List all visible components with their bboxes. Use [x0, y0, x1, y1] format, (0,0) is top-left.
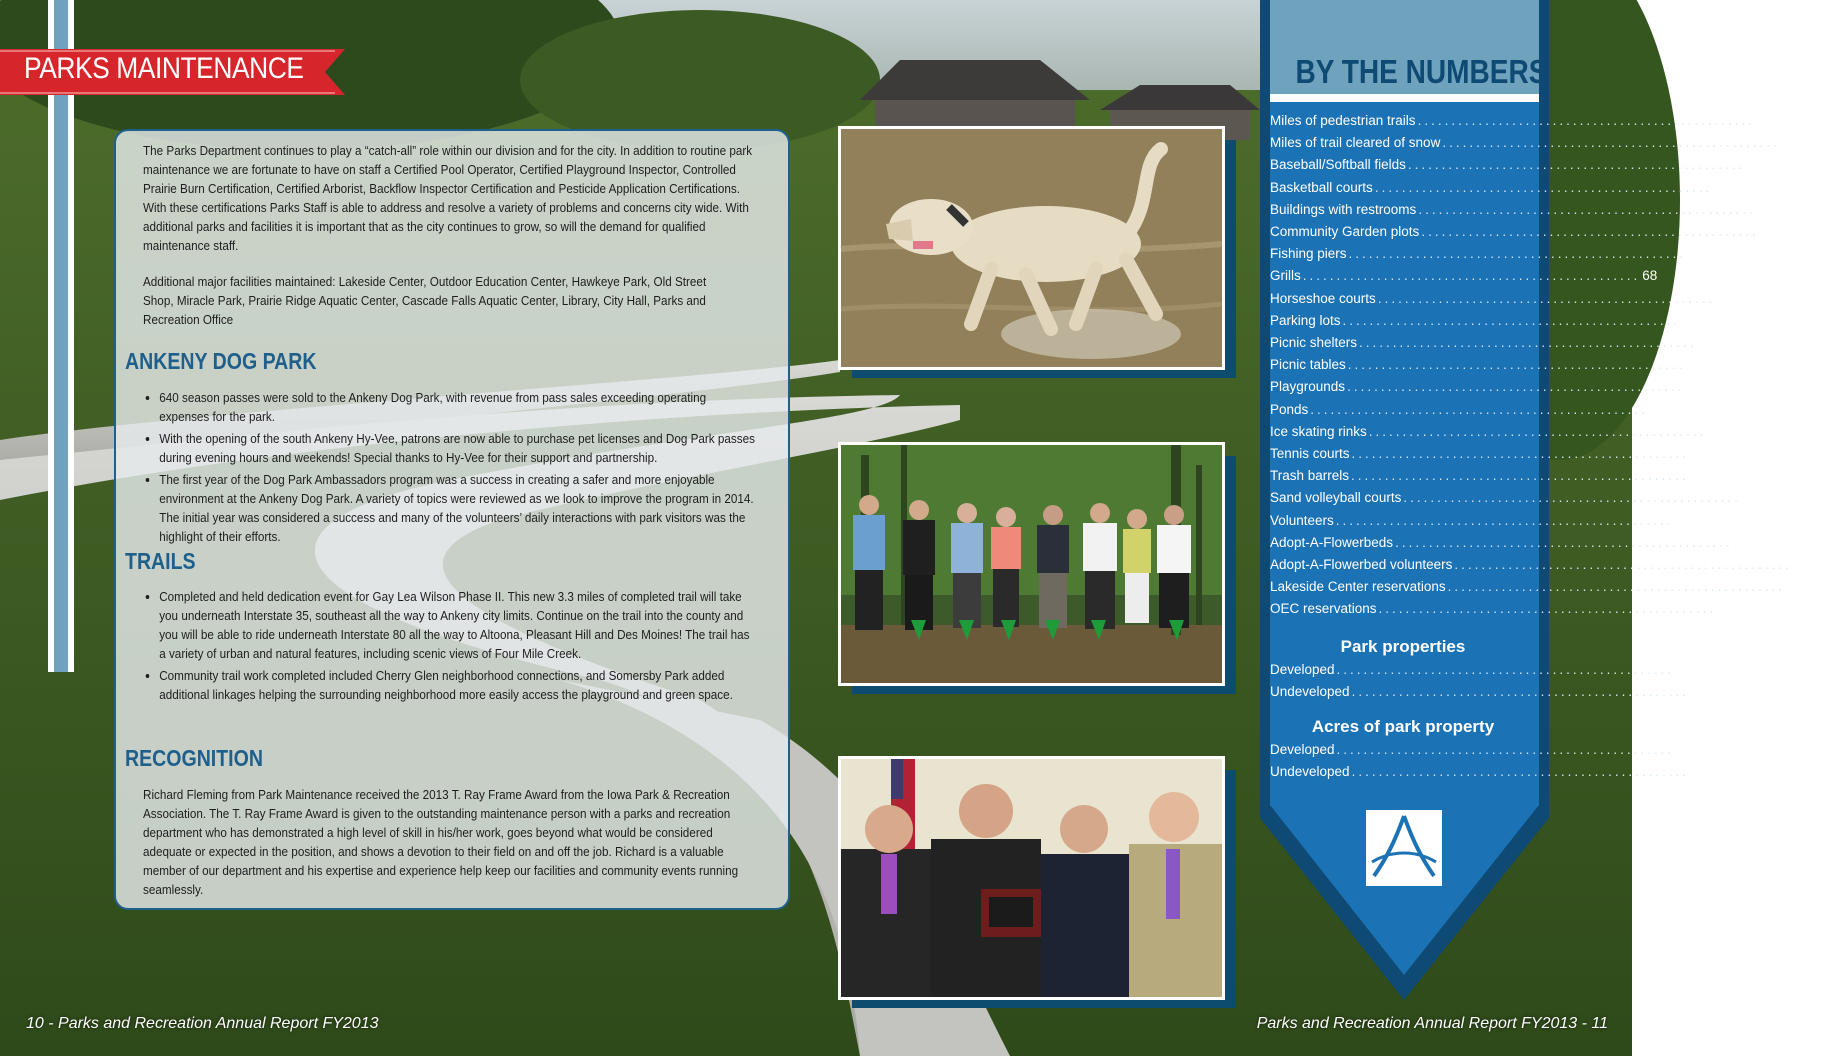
dot-leader: ..................................................: [1447, 579, 1786, 595]
stat-row: [1270, 468, 1714, 490]
dot-leader: ..................................................: [1351, 684, 1690, 699]
stat-label: OEC reservations: [1270, 601, 1377, 617]
trails-heading: TRAILS: [125, 548, 196, 574]
stat-label: Fishing piers: [1270, 246, 1347, 262]
stat-value: 168: [1718, 601, 1741, 617]
stat-row: [1270, 201, 1766, 224]
city-logo: [1366, 810, 1442, 886]
stat-label: Baseball/Softball fields: [1270, 157, 1406, 173]
stat-value: 12: [1691, 446, 1707, 461]
stat-row: [1270, 401, 1665, 424]
dog-park-heading: ANKENY DOG PARK: [125, 348, 317, 374]
stat-row: [1270, 113, 1819, 135]
left-accent-bar-inner: [54, 0, 68, 672]
stat-value: 7: [1757, 201, 1766, 217]
stat-value: 87.5 miles: [1757, 113, 1819, 128]
dog-park-list: [143, 388, 755, 549]
facilities-paragraph: Additional major facilities maintained: Lakeside Center, Outdoor Education Center, Hawkeye Park, Old Street Shop, Miracle Park, Prairie Ridge Aquatic Center, Cascade Falls Aquatic Center, Library, City Hall, Parks and Recreation Office: [143, 274, 707, 327]
stat-label: Picnic tables: [1270, 357, 1346, 373]
stat-label: Buildings with restrooms: [1270, 201, 1417, 217]
stat-label: Trash barrels: [1270, 468, 1350, 484]
list-item: • 640 season passes were sold to the Ankeny Dog Park, with revenue from pass sales exceeding operating expenses for the park.: [159, 388, 755, 426]
stat-label: Sand volleyball courts: [1270, 490, 1402, 506]
stat-value: 25: [1686, 379, 1702, 395]
dot-leader: ..................................................: [1418, 201, 1756, 217]
footer-left: 10 - Parks and Recreation Annual Report FY2013: [26, 1015, 379, 1032]
stat-label: Adopt-A-Flowerbeds: [1270, 534, 1394, 550]
stat-label: Picnic shelters: [1270, 335, 1358, 350]
stat-row: [1270, 534, 1750, 557]
recognition-paragraph: Richard Fleming from Park Maintenance received the 2013 T. Ray Frame Award from the Iowa Park & Recreation Association. The T. Ray Frame Award is given to the outstanding maintenance person with a parks and recreation department who has demonstrated a high level of skill in his/her work, goes beyond what would be considered adequate or expected in the position, and shows a devotion to their field on and off the job. Richard is a valuable member of our department and his expertise and experience help keep our facilities and community events running seamlessly.: [143, 787, 739, 897]
acres-heading: Acres of park property: [1311, 717, 1495, 736]
stat-row: [1270, 446, 1707, 468]
stat-row: [1270, 557, 1809, 579]
dot-leader: ..................................................: [1351, 764, 1690, 779]
stat-label: Basketball courts: [1270, 179, 1373, 195]
stat-value: 191: [1690, 468, 1714, 484]
dot-leader: ..................................................: [1378, 601, 1717, 617]
dot-leader: ..................................................: [1395, 534, 1733, 550]
stat-label: Community Garden plots: [1270, 224, 1420, 239]
stat-row: [1270, 290, 1725, 313]
stat-value: 100: [1675, 512, 1698, 528]
dot-leader: ..................................................: [1302, 268, 1641, 284]
trails-list: [143, 587, 755, 707]
stat-value: 35: [1698, 335, 1714, 350]
stat-label: Parking lots: [1270, 312, 1341, 328]
dot-leader: ..................................................: [1442, 135, 1780, 151]
dot-leader: ..................................................: [1407, 157, 1746, 173]
park-properties-heading: Park properties: [1340, 637, 1466, 656]
dot-leader: ..................................................: [1335, 512, 1674, 528]
stat-row: [1270, 224, 1776, 246]
stat-value: 20: [1682, 312, 1698, 328]
stat-row: [1270, 379, 1702, 401]
stat-value: 6: [1691, 684, 1699, 699]
stat-row: [1270, 423, 1716, 446]
stat-value: 69: [1793, 557, 1809, 572]
stat-row: [1270, 764, 1755, 786]
stat-value: 80: [1734, 534, 1750, 550]
stat-row: [1270, 512, 1698, 535]
dot-leader: ..................................................: [1342, 312, 1681, 328]
stat-label: Miles of trail cleared of snow: [1270, 135, 1441, 151]
stat-label: Miles of pedestrian trails: [1270, 113, 1416, 128]
footer-right: Parks and Recreation Annual Report FY2013 - 11: [1256, 1015, 1608, 1032]
dot-leader: ..................................................: [1377, 290, 1716, 306]
stat-row: [1270, 662, 1692, 684]
stat-label: Undeveloped: [1270, 764, 1350, 779]
stat-value: 85.8 acres: [1691, 764, 1755, 779]
dot-leader: ..................................................: [1351, 446, 1690, 461]
list-item: • Community trail work completed included Cherry Glen neighborhood connections, and Somersby Park added additional linkages helping the surrounding neighborhood more easily access the playground and green space.: [159, 666, 755, 704]
stat-value: 16: [1714, 179, 1730, 195]
stat-value: 49: [1676, 662, 1692, 677]
stat-value: 5: [1747, 157, 1755, 173]
stat-row: [1270, 135, 1832, 157]
stat-value: 2: [1688, 246, 1696, 262]
dot-leader: ..................................................: [1347, 379, 1685, 395]
stat-row: [1270, 579, 1810, 601]
stat-row: [1270, 157, 1755, 179]
intro-paragraph: The Parks Department continues to play a “catch-all” role within our division and for the city. In addition to routine park maintenance we are fortunate to have on staff a Certified Pool Operator, Certified Playground Inspector, Controlled Prairie Burn Certification, Certified Arborist, Backflow Inspector Certification and Pesticide Application Certifications. With these certifications Parks Staff is able to address and resolve a variety of problems and concerns city wide. With additional parks and facilities it is important that as the city continues to grow, so will the demand for qualified maintenance staff.: [143, 143, 753, 253]
list-item: • With the opening of the south Ankeny Hy-Vee, patrons are now able to purchase pet licenses and Dog Park passes during evening hours and weekends! Special thanks to Hy-Vee for their support and partnership.: [159, 429, 755, 467]
dot-leader: ..................................................: [1374, 179, 1713, 195]
dot-leader: ..................................................: [1336, 742, 1675, 757]
stat-value: 5: [1742, 490, 1751, 506]
dot-leader: ..................................................: [1368, 423, 1707, 439]
stat-label: Grills: [1270, 268, 1301, 284]
stat-value: 68: [1642, 268, 1658, 284]
groundbreaking-photo: [838, 442, 1225, 686]
dot-leader: ..................................................: [1351, 468, 1689, 484]
stat-value: 520 acres: [1676, 742, 1736, 757]
list-item: • Completed and held dedication event for Gay Lea Wilson Phase II. This new 3.3 miles of completed trail will take you underneath Interstate 35, southeast all the way to Ankeny city limits. Continue on the trail into the county and you will be able to ride underneath Interstate 80 all the way to Altoona, Pleasant Hill and Des Moines! The trail has a variety of urban and natural features, including scenic views of Four Mile Creek.: [159, 587, 755, 663]
stat-row: [1270, 684, 1699, 706]
stat-label: Ponds: [1270, 401, 1309, 417]
stat-value: 38: [1760, 224, 1776, 239]
dot-leader: ..................................................: [1348, 246, 1687, 262]
award-photo: [838, 756, 1225, 1000]
stat-value: 263: [1787, 579, 1810, 595]
stat-value: 31: [1649, 401, 1665, 417]
stat-label: Tennis courts: [1270, 446, 1350, 461]
stat-row: [1270, 601, 1741, 623]
recognition-heading: RECOGNITION: [125, 745, 263, 771]
stat-value: 49 miles: [1781, 135, 1832, 151]
stat-label: Adopt-A-Flowerbed volunteers: [1270, 557, 1453, 572]
stat-label: Undeveloped: [1270, 684, 1350, 699]
stat-label: Developed: [1270, 662, 1335, 677]
stat-label: Volunteers: [1270, 512, 1334, 528]
numbers-title: BY THE NUMBERS: [1295, 53, 1548, 90]
dot-leader: ..................................................: [1359, 335, 1697, 350]
stat-row: [1270, 742, 1736, 764]
dog-photo: [838, 126, 1225, 370]
stat-row: [1270, 179, 1730, 202]
stat-row: [1270, 268, 1658, 290]
stat-label: Horseshoe courts: [1270, 290, 1376, 306]
stat-label: Developed: [1270, 742, 1335, 757]
dot-leader: ..................................................: [1310, 401, 1648, 417]
stat-row: [1270, 357, 1710, 379]
dot-leader: ..................................................: [1454, 557, 1792, 572]
stat-label: Playgrounds: [1270, 379, 1346, 395]
stat-value: 1: [1708, 423, 1716, 439]
stat-row: [1270, 312, 1698, 335]
stat-row: [1270, 335, 1714, 357]
stat-row: [1270, 490, 1751, 512]
stat-label: Ice skating rinks: [1270, 423, 1367, 439]
section-title: PARKS MAINTENANCE: [24, 52, 304, 85]
dot-leader: ..................................................: [1336, 662, 1675, 677]
list-item: • The first year of the Dog Park Ambassadors program was a success in creating a safer and more enjoyable environment at the Ankeny Dog Park. A variety of topics were reviewed as we look to improve the program in 2014. The initial year was considered a success and many of the volunteers’ daily interactions with park visitors was the highlight of their efforts.: [159, 470, 755, 546]
dot-leader: ..................................................: [1347, 357, 1686, 373]
stat-value: 187: [1687, 357, 1710, 373]
dot-leader: ..................................................: [1403, 490, 1741, 506]
stat-value: 2: [1717, 290, 1725, 306]
stat-label: Lakeside Center reservations: [1270, 579, 1446, 595]
dot-leader: ..................................................: [1421, 224, 1759, 239]
dot-leader: ..................................................: [1417, 113, 1756, 128]
stat-row: [1270, 246, 1696, 268]
